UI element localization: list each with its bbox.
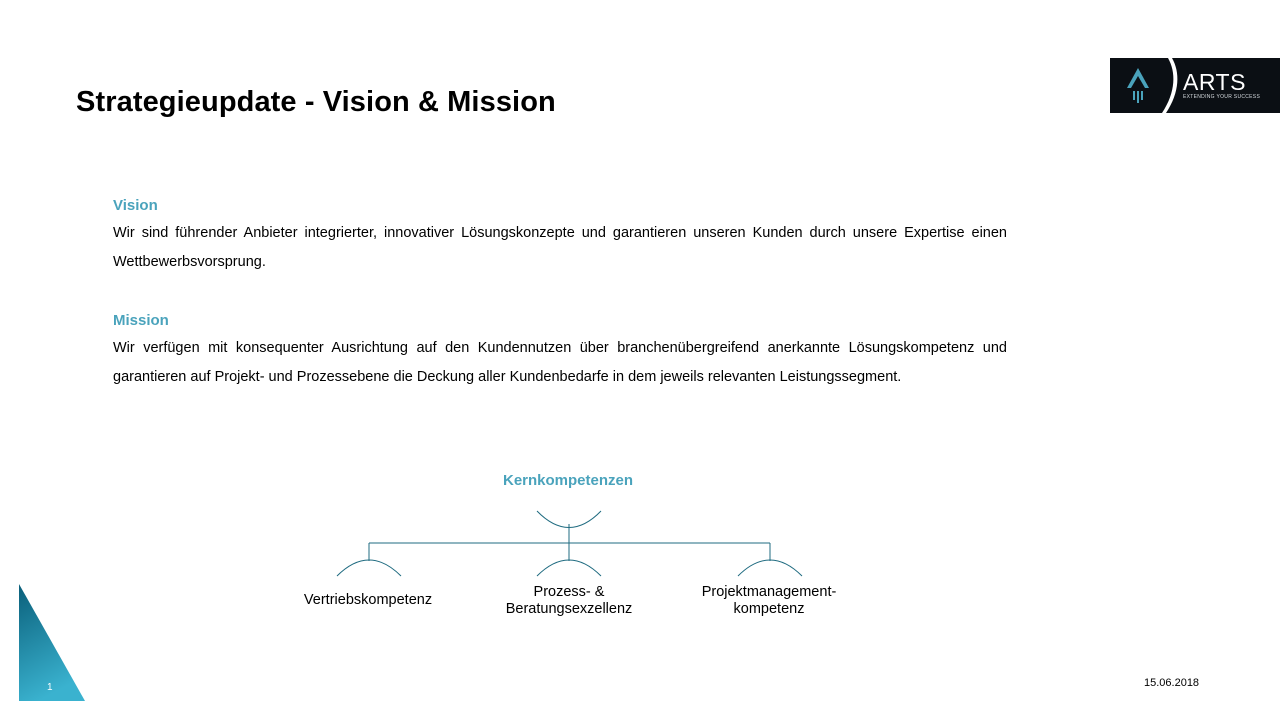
node-label-line1: Vertriebskompetenz	[303, 592, 433, 608]
logo-tagline: EXTENDING YOUR SUCCESS	[1183, 94, 1261, 100]
logo-name: ARTS	[1183, 69, 1246, 95]
diagram-connectors	[337, 511, 802, 576]
diagram-node-vertrieb	[268, 592, 468, 609]
slide-title: Strategieupdate - Vision & Mission	[76, 86, 556, 118]
vision-text: Wir sind führender Anbieter integrierter, innovativer Lösungskonzepte und garantieren unseren Kunden durch unsere Expertise einen Wettbewerbsvorsprung.	[113, 225, 1007, 270]
slide-date: 15.06.2018	[1144, 677, 1200, 689]
page-number: 1	[47, 682, 53, 693]
node-label-line2: kompetenz	[733, 601, 805, 617]
diagram-node-prozess	[469, 584, 669, 618]
child-arc-1	[337, 560, 401, 576]
node-label-line1: Projektmanagement-	[701, 584, 837, 600]
diagram-node-projektmanagement	[669, 584, 869, 618]
diagram-root-label: Kernkompetenzen	[502, 472, 634, 489]
child-arc-3	[738, 560, 802, 576]
child-arc-2	[537, 560, 601, 576]
mission-heading: Mission	[113, 312, 169, 329]
node-label-line1: Prozess- &	[533, 584, 605, 600]
corner-decoration	[0, 0, 120, 720]
vision-heading: Vision	[113, 197, 158, 214]
node-label-line2: Beratungsexzellenz	[505, 601, 633, 617]
mission-text: Wir verfügen mit konsequenter Ausrichtung auf den Kundennutzen über branchenübergreifend anerkannte Lösungskompetenz und garantieren auf Projekt- und Prozessebene die Deckung aller Kundenbedarfe in dem jeweils relevanten Leistungssegment.	[113, 340, 1007, 385]
